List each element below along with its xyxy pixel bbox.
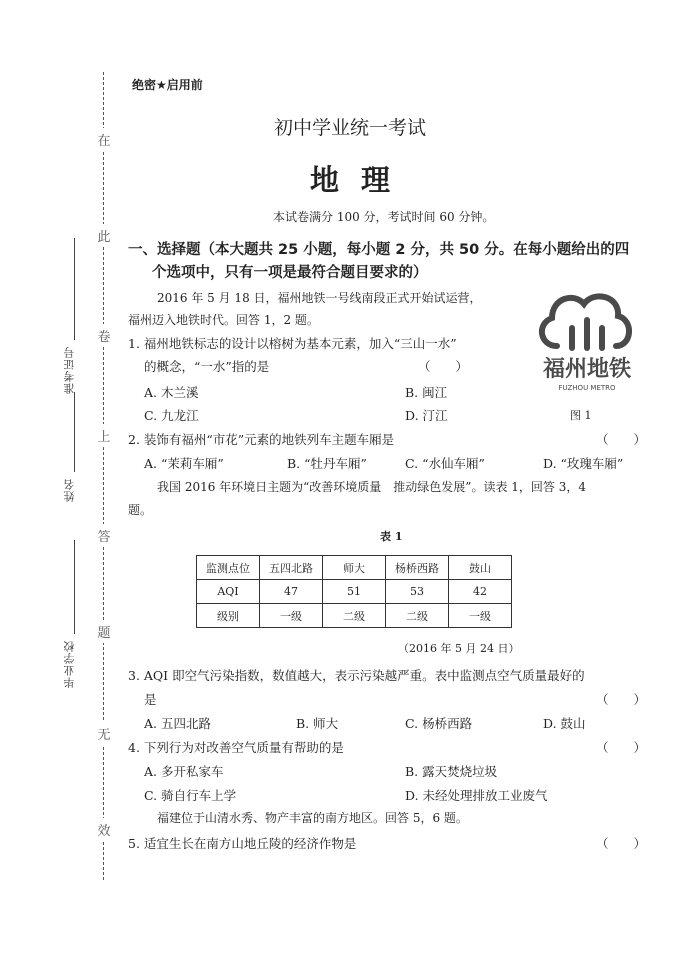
- subject-title: 地理: [309, 163, 412, 197]
- option-c: C. 杨桥西路: [405, 716, 473, 731]
- table-caption: 表 1: [380, 530, 403, 543]
- table-header-cell: 鼓山: [449, 556, 512, 580]
- table-row: [197, 604, 512, 628]
- binding-char: 效: [97, 818, 111, 841]
- score-note: 本试卷满分 100 分，考试时间 60 分钟。: [273, 210, 495, 224]
- question-stem: 5. 适宜生长在南方山地丘陵的经济作物是: [128, 836, 357, 851]
- field-label-exam-number: 准考证号: [63, 346, 76, 394]
- option-d: D. “玫瑰车厢”: [543, 456, 624, 471]
- table-cell: 一级: [449, 604, 512, 628]
- option-c: C. 骑自行车上学: [144, 788, 237, 803]
- table-header-cell: 监测点位: [197, 556, 260, 580]
- binding-char: 答: [97, 524, 111, 547]
- binding-char: 此: [97, 224, 111, 247]
- intro-text: 福州迈入地铁时代。回答 1，2 题。: [128, 313, 319, 327]
- section-heading: [128, 239, 658, 285]
- option-a: A. “茉莉车厢”: [144, 456, 224, 471]
- question-stem: 4. 下列行为对改善空气质量有帮助的是: [128, 740, 344, 755]
- section-heading-line: 一、选择题（本大题共 25 小题，每小题 2 分，共 50 分。在每小题给出的四: [128, 242, 630, 258]
- table-date-note: （2016 年 5 月 24 日）: [398, 642, 520, 655]
- fuzhou-metro-logo: [522, 284, 652, 396]
- option-a: A. 木兰溪: [144, 385, 199, 400]
- table-cell: 级别: [197, 604, 260, 628]
- answer-paren: （ ）: [596, 836, 647, 851]
- answer-paren: （ ）: [418, 359, 469, 374]
- intro-text: 2016 年 5 月 18 日，福州地铁一号线南段正式开始试运营，: [157, 291, 482, 305]
- figure-caption: 图 1: [570, 409, 592, 422]
- binding-char: 卷: [97, 324, 111, 347]
- table-header-cell: 师大: [323, 556, 386, 580]
- option-b: B. “牡丹车厢”: [287, 456, 367, 471]
- question-stem: 是: [144, 692, 157, 707]
- logo-text-en: FUZHOU METRO: [558, 384, 616, 392]
- confidential-label: 绝密★启用前: [132, 78, 203, 92]
- table-cell: 53: [386, 580, 449, 604]
- option-c: C. 九龙江: [144, 408, 199, 423]
- logo-text-cn: 福州地铁: [542, 357, 632, 382]
- section-heading-line: 个选项中，只有一项是最符合题目要求的）: [152, 265, 428, 281]
- field-line-name: [74, 392, 75, 472]
- question-stem: 1. 福州地铁标志的设计以榕树为基本元素，加入“三山一水”: [128, 336, 457, 351]
- binding-char: 无: [97, 722, 111, 745]
- table-cell: 51: [323, 580, 386, 604]
- question-stem: 2. 装饰有福州“市花”元素的地铁列车主题车厢是: [128, 432, 395, 447]
- option-b: B. 闽江: [405, 385, 448, 400]
- binding-char: 题: [97, 620, 111, 643]
- option-a: A. 五四北路: [144, 716, 211, 731]
- table-cell: 二级: [386, 604, 449, 628]
- question-stem: 的概念，“一水”指的是: [144, 359, 270, 374]
- intro-text: 题。: [128, 503, 153, 517]
- option-a: A. 多开私家车: [144, 764, 224, 779]
- exam-title: 初中学业统一考试: [273, 117, 426, 139]
- intro-text: 我国 2016 年环境日主题为“改善环境质量 推动绿色发展”。读表 1，回答 3，4: [157, 480, 586, 494]
- question-stem: 3. AQI 即空气污染指数，数值越大，表示污染越严重。表中监测点空气质量最好的: [128, 668, 585, 683]
- field-label-school: 毕业学校: [63, 640, 76, 688]
- option-d: D. 汀江: [405, 408, 448, 423]
- table-cell: 47: [260, 580, 323, 604]
- option-d: D. 未经处理排放工业废气: [405, 788, 548, 803]
- table-header-row: [197, 556, 512, 580]
- table-header-cell: 五四北路: [260, 556, 323, 580]
- binding-char: 上: [97, 424, 111, 447]
- metro-tree-icon: [522, 284, 652, 396]
- field-line-exam-number: [74, 238, 75, 340]
- field-label-name: 姓名: [63, 478, 76, 502]
- field-line-school: [74, 540, 75, 634]
- binding-char: 在: [97, 128, 111, 151]
- answer-paren: （ ）: [596, 740, 647, 755]
- answer-paren: （ ）: [596, 692, 647, 707]
- option-d: D. 鼓山: [543, 716, 586, 731]
- table-row: [197, 580, 512, 604]
- answer-paren: （ ）: [596, 432, 647, 447]
- table-cell: 42: [449, 580, 512, 604]
- option-b: B. 露天焚烧垃圾: [405, 764, 498, 779]
- option-b: B. 师大: [296, 716, 339, 731]
- option-c: C. “水仙车厢”: [405, 456, 485, 471]
- table-cell: 二级: [323, 604, 386, 628]
- table-cell: 一级: [260, 604, 323, 628]
- intro-text: 福建位于山清水秀、物产丰富的南方地区。回答 5，6 题。: [157, 811, 468, 825]
- table-cell: AQI: [197, 580, 260, 604]
- table-header-cell: 杨桥西路: [386, 556, 449, 580]
- aqi-table: [196, 555, 512, 628]
